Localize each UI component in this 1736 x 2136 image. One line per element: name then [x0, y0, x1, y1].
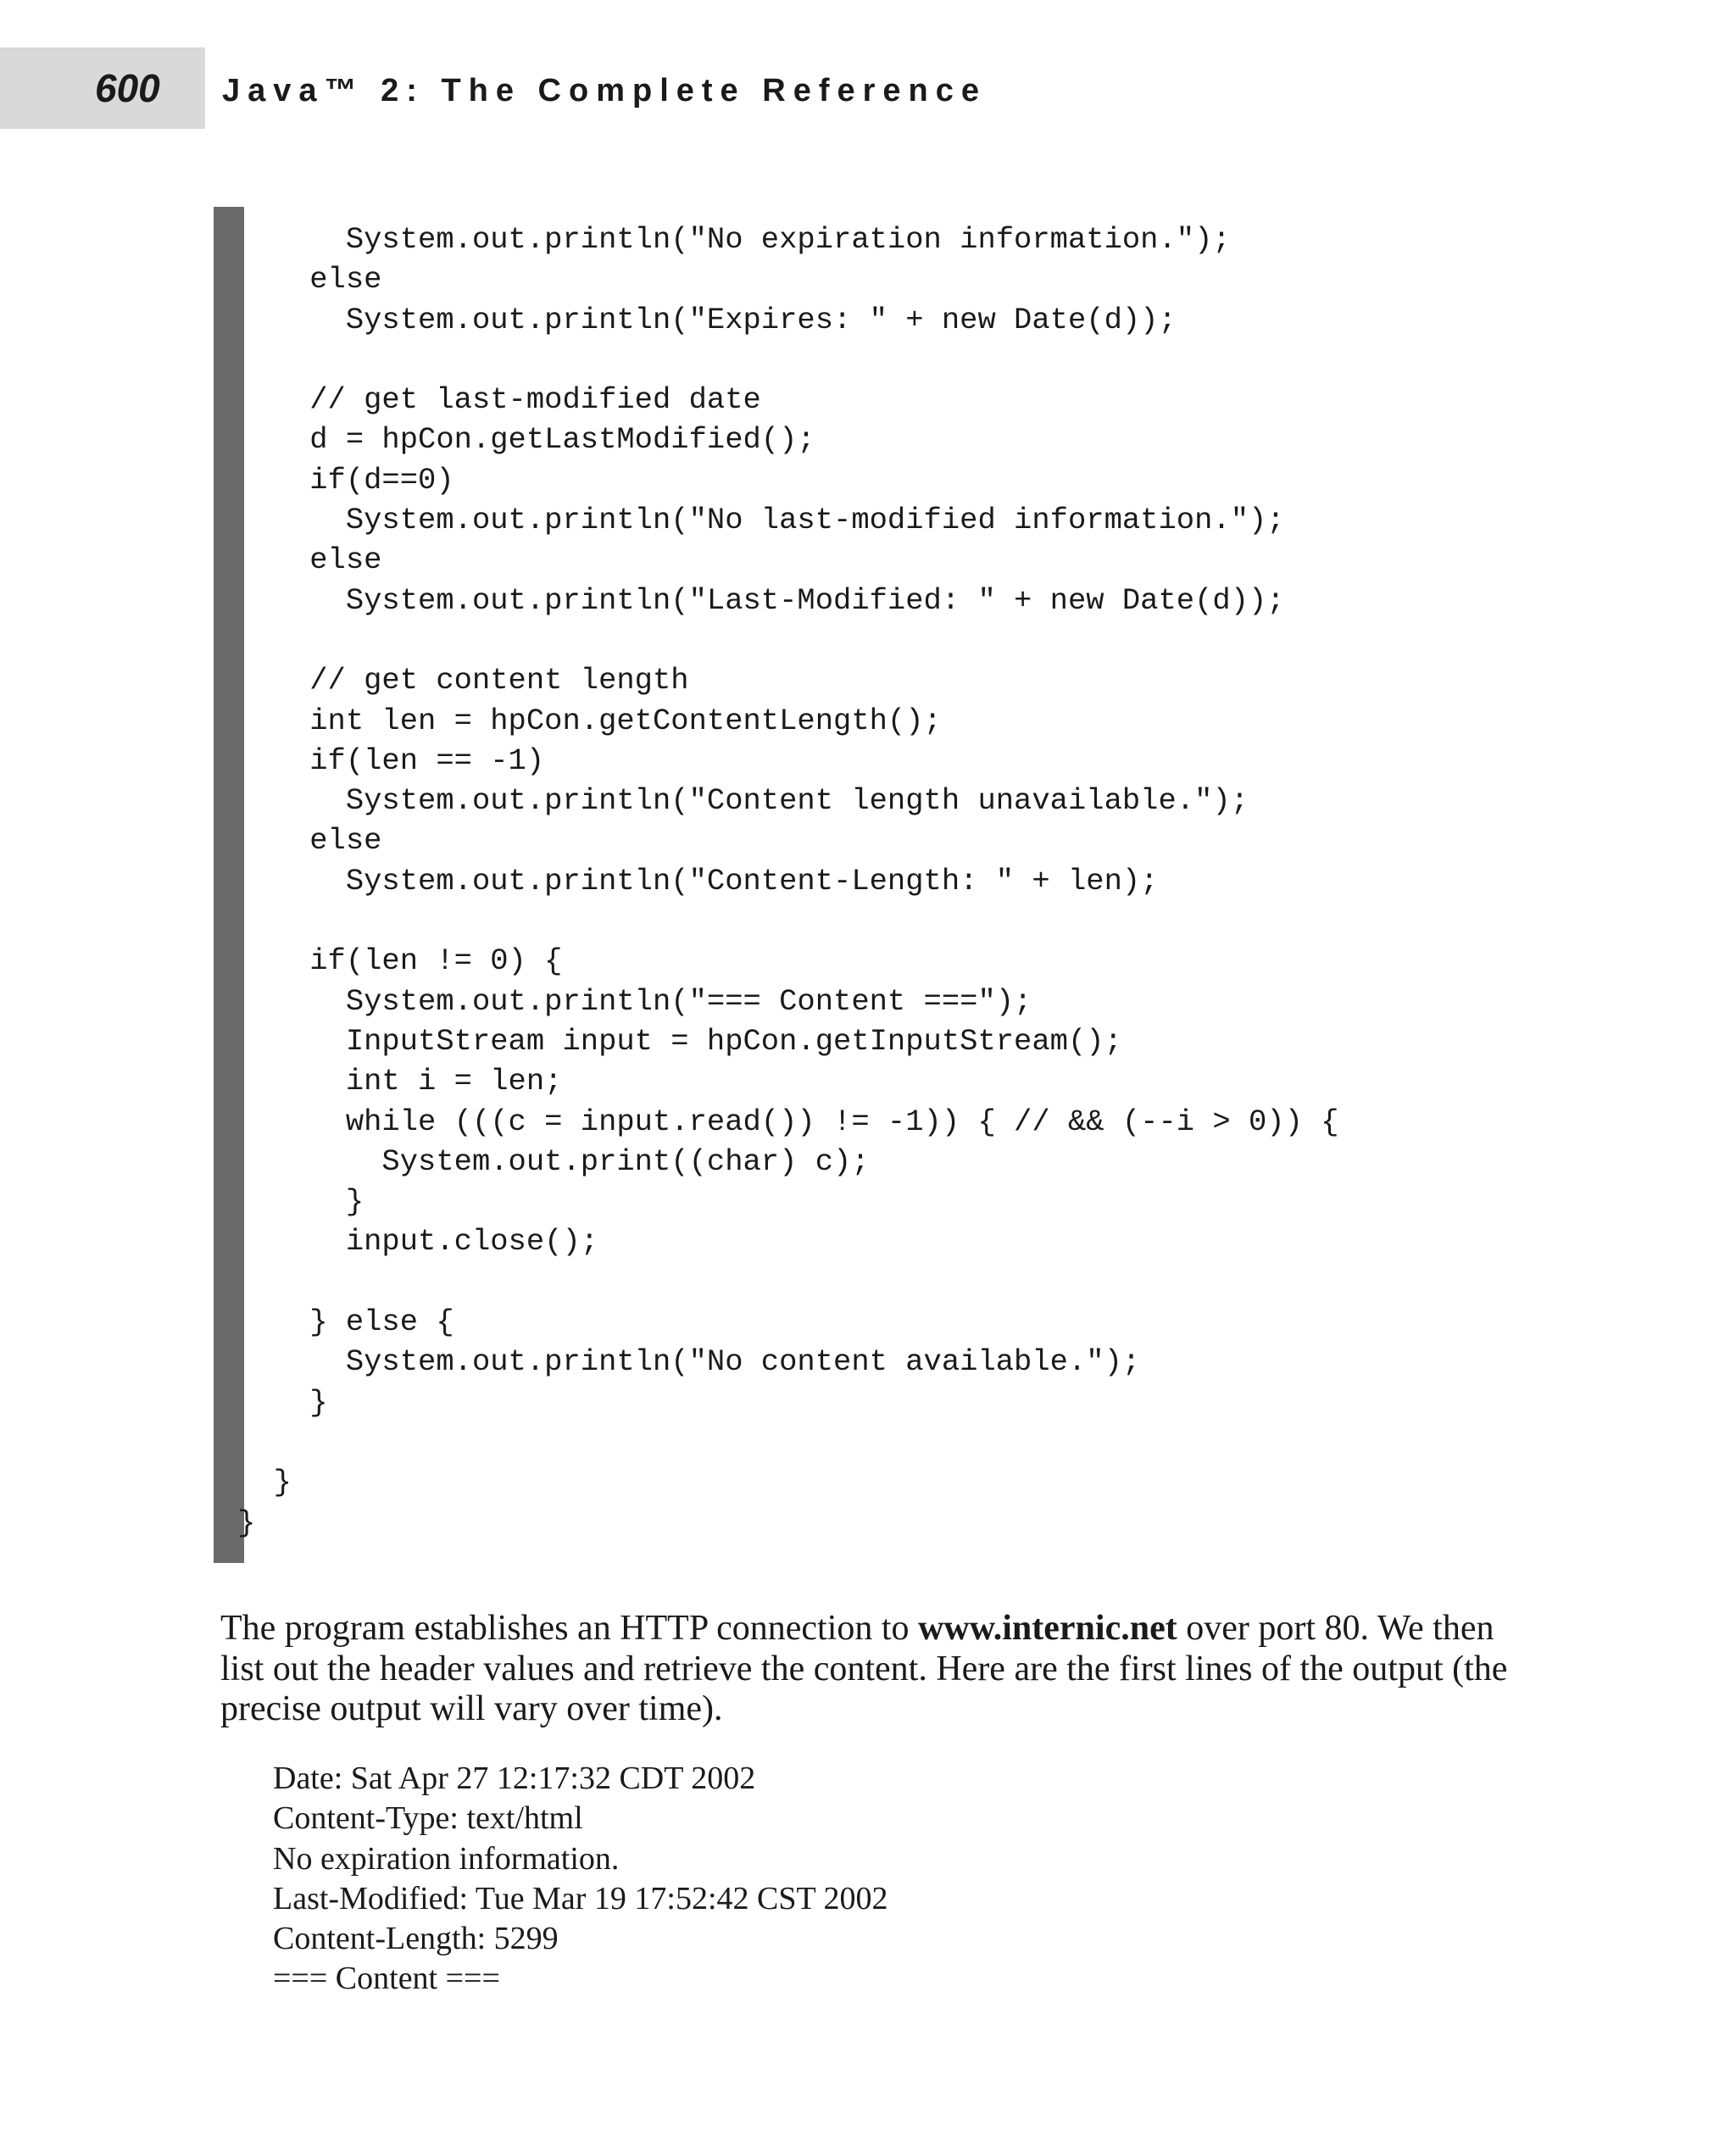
- code-line: // get content length: [237, 663, 689, 698]
- code-line: else: [237, 262, 382, 298]
- code-line: System.out.print((char) c);: [237, 1143, 870, 1179]
- code-line: [237, 901, 1339, 941]
- body-paragraph: [220, 1609, 1509, 1730]
- code-line: if(len == -1): [237, 743, 545, 778]
- code-listing: [237, 220, 1339, 1543]
- code-line: input.close();: [237, 1224, 599, 1260]
- output-line: Date: Sat Apr 27 12:17:32 CDT 2002: [273, 1761, 756, 1796]
- code-line: int i = len;: [237, 1064, 563, 1099]
- page-number: 600: [95, 66, 160, 110]
- code-line: System.out.println("Content length unavailable.");: [237, 783, 1249, 819]
- running-header: Java™ 2: The Complete Reference: [222, 73, 988, 108]
- code-line: } else {: [237, 1304, 454, 1340]
- paragraph-text-start: The program establishes an HTTP connection to: [220, 1609, 919, 1648]
- code-line: }: [237, 1465, 292, 1500]
- output-line: Content-Length: 5299: [273, 1921, 559, 1957]
- output-line: No expiration information.: [273, 1840, 620, 1877]
- code-line: InputStream input = hpCon.getInputStream();: [237, 1023, 1122, 1059]
- code-line: [237, 1422, 1339, 1462]
- code-line: else: [237, 542, 382, 578]
- program-output: [273, 1759, 888, 2000]
- code-line: System.out.println("Last-Modified: " + new Date(d));: [237, 582, 1285, 618]
- code-line: System.out.println("No content available.");: [237, 1344, 1141, 1380]
- code-line: if(d==0): [237, 462, 454, 498]
- output-line: Last-Modified: Tue Mar 19 17:52:42 CST 2002: [273, 1880, 888, 1916]
- code-line: // get last-modified date: [237, 382, 761, 418]
- output-line: Content-Type: text/html: [273, 1800, 583, 1837]
- code-line: }: [237, 1184, 364, 1220]
- code-line: }: [237, 1384, 328, 1420]
- output-line: === Content ===: [273, 1961, 500, 1997]
- code-line: [237, 620, 1339, 660]
- code-line: else: [237, 823, 382, 859]
- code-line: while (((c = input.read()) != -1)) { // && (--i > 0)) {: [237, 1104, 1339, 1139]
- code-line: int len = hpCon.getContentLength();: [237, 703, 942, 738]
- code-line: System.out.println("Expires: " + new Date(d));: [237, 302, 1177, 337]
- code-line: System.out.println("No expiration information.");: [237, 222, 1231, 257]
- code-line: [237, 340, 1339, 380]
- code-line: [237, 1262, 1339, 1302]
- code-line: if(len != 0) {: [237, 943, 563, 979]
- code-line: }: [237, 1505, 256, 1540]
- paragraph-text-end: over port 80. We then list out the header values and retrieve the content. Here are the first lines of the output (the precise output will vary over time).: [220, 1609, 1508, 1728]
- code-line: d = hpCon.getLastModified();: [237, 422, 815, 458]
- code-line: System.out.println("Content-Length: " + len);: [237, 863, 1159, 898]
- code-line: System.out.println("=== Content ===");: [237, 983, 1032, 1019]
- code-line: System.out.println("No last-modified information.");: [237, 503, 1285, 538]
- paragraph-url: www.internic.net: [918, 1609, 1177, 1648]
